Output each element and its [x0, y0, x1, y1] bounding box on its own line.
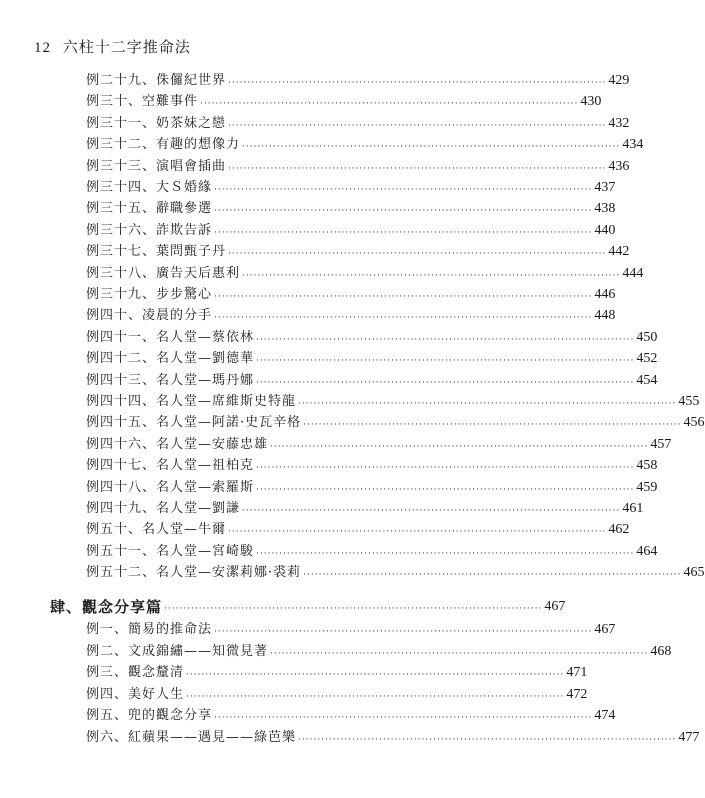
entry-title: 例五十、名人堂—牛爾 [86, 522, 227, 538]
entry-page-number: 446 [594, 287, 616, 302]
toc-entry [86, 500, 644, 518]
entry-title: 例四十一、名人堂—蔡依林 [86, 329, 255, 345]
toc-entry [86, 179, 616, 197]
dot-leader: ·································································································· [228, 527, 607, 538]
entry-page-number: 477 [678, 730, 700, 745]
dot-leader: ·································································································· [214, 185, 593, 195]
entry-page-number: 458 [636, 458, 658, 474]
toc-entry [86, 243, 630, 261]
entry-title: 例三十八、廣告天后惠利 [86, 265, 241, 281]
entry-title: 例三十九、步步驚心 [86, 287, 213, 302]
entry-title: 例四十二、名人堂—劉德華 [86, 351, 255, 367]
toc-entry [86, 136, 644, 154]
toc-entry [86, 329, 658, 347]
dot-leader: ·································································································· [256, 463, 635, 474]
toc-entry [86, 307, 616, 325]
page-number: 12 [34, 40, 51, 56]
toc-entry [86, 564, 705, 582]
entry-title: 例一、簡易的推命法 [86, 622, 213, 637]
dot-leader: ·································································································· [256, 548, 635, 559]
dot-leader: ·································································································· [228, 78, 607, 88]
toc-entry [86, 393, 700, 411]
entry-page-number: 432 [608, 115, 630, 131]
entry-title: 例四十七、名人堂—祖柏克 [86, 458, 255, 474]
toc-entry [86, 543, 658, 561]
entry-title: 例四十八、名人堂—索羅斯 [86, 479, 255, 495]
dot-leader: ·································································································· [270, 648, 649, 659]
entry-title: 例三十、空難事件 [86, 94, 199, 110]
toc-entry [86, 350, 658, 368]
dot-leader: ·································································································· [214, 713, 593, 724]
toc-entry [86, 521, 630, 539]
entry-page-number: 448 [594, 308, 616, 324]
entry-title: 例四十三、名人堂—瑪丹娜 [86, 372, 255, 388]
dot-leader: ·································································································· [298, 399, 677, 409]
entry-title: 例二十九、侏儸紀世界 [86, 73, 227, 88]
toc-entry [86, 372, 658, 390]
dot-leader: ·································································································· [242, 506, 621, 516]
entry-title: 例五十二、名人堂—安潔莉娜·裘莉 [86, 565, 302, 581]
toc-entry [86, 222, 616, 240]
dot-leader: ·································································································· [242, 142, 621, 153]
entry-title: 例六、紅蘋果——遇見——綠芭樂 [86, 730, 297, 745]
entry-title: 例五十一、名人堂—宮崎駿 [86, 543, 255, 559]
entry-page-number: 459 [636, 479, 658, 495]
toc-entry [86, 457, 658, 475]
book-title: 六柱十二字推命法 [62, 38, 191, 56]
dot-leader: ·································································································· [200, 99, 579, 110]
toc-entry [86, 643, 672, 661]
entry-page-number: 462 [608, 522, 630, 538]
entry-title: 例三十七、葉問甄子丹 [86, 244, 227, 260]
entry-title: 例三十二、有趣的想像力 [86, 137, 241, 153]
toc-entry [86, 414, 705, 432]
entry-page-number: 464 [636, 543, 658, 559]
entry-title: 例四十九、名人堂—劉謙 [86, 501, 241, 516]
toc-entry [86, 621, 616, 639]
dot-leader: ·································································································· [164, 604, 543, 614]
entry-title: 例二、文成錦繡——知微見著 [86, 643, 269, 659]
toc-entry [86, 664, 588, 682]
entry-title: 例三十一、奶茶妹之戀 [86, 115, 227, 131]
entry-page-number: 437 [594, 180, 616, 195]
dot-leader: ·································································································· [270, 441, 649, 452]
toc-entry [86, 93, 602, 111]
entry-page-number: 442 [608, 244, 630, 260]
running-header [34, 36, 191, 57]
entry-page-number: 468 [650, 643, 672, 659]
toc-entry [86, 686, 588, 704]
dot-leader: ·································································································· [214, 292, 593, 302]
entry-title: 例五、兜的觀念分享 [86, 708, 213, 724]
dot-leader: ·································································································· [303, 570, 682, 581]
entry-page-number: 452 [636, 351, 658, 367]
dot-leader: ·································································································· [214, 227, 593, 238]
entry-title: 例三十三、演唱會插曲 [86, 158, 227, 174]
entry-title: 例三、觀念釐清 [86, 665, 185, 681]
toc-entry [86, 729, 700, 747]
entry-page-number: 467 [544, 599, 566, 614]
toc-entry [86, 436, 672, 454]
entry-title: 例三十四、大Ｓ婚緣 [86, 180, 213, 195]
dot-leader: ·································································································· [298, 735, 677, 745]
toc-entry [86, 72, 630, 90]
entry-page-number: 455 [678, 394, 700, 409]
toc-entry [86, 115, 630, 133]
dot-leader: ·································································································· [256, 356, 635, 367]
entry-page-number: 465 [683, 565, 705, 581]
entry-page-number: 471 [566, 665, 588, 681]
entry-title: 例三十五、辭職參選 [86, 201, 213, 217]
entry-page-number: 454 [636, 372, 658, 388]
dot-leader: ·································································································· [214, 313, 593, 324]
entry-title: 例四十、凌晨的分手 [86, 308, 213, 324]
entry-page-number: 430 [580, 94, 602, 110]
entry-page-number: 456 [683, 415, 705, 431]
dot-leader: ·································································································· [256, 377, 635, 388]
entry-title: 肆、觀念分享篇 [50, 598, 163, 616]
dot-leader: ·································································································· [228, 120, 607, 131]
dot-leader: ·································································································· [228, 163, 607, 174]
section-heading [50, 598, 566, 616]
toc-entry [86, 158, 630, 176]
entry-page-number: 429 [608, 73, 630, 88]
entry-page-number: 461 [622, 501, 644, 516]
entry-page-number: 450 [636, 329, 658, 345]
dot-leader: ·································································································· [228, 249, 607, 260]
entry-title: 例四十四、名人堂—席維斯史特龍 [86, 394, 297, 409]
toc-entry [86, 265, 644, 283]
entry-page-number: 467 [594, 622, 616, 637]
entry-page-number: 436 [608, 158, 630, 174]
entry-page-number: 440 [594, 222, 616, 238]
entry-page-number: 457 [650, 436, 672, 452]
toc-entry [86, 479, 658, 497]
toc-entry [86, 707, 616, 725]
entry-title: 例四十五、名人堂—阿諾·史瓦辛格 [86, 415, 302, 431]
dot-leader: ·································································································· [186, 670, 565, 681]
entry-page-number: 434 [622, 137, 644, 153]
dot-leader: ·································································································· [214, 206, 593, 217]
entry-page-number: 438 [594, 201, 616, 217]
toc-entry [86, 286, 616, 304]
entry-page-number: 474 [594, 708, 616, 724]
dot-leader: ·································································································· [214, 627, 593, 637]
toc-entry [86, 200, 616, 218]
dot-leader: ·································································································· [256, 334, 635, 345]
entry-title: 例四十六、名人堂—安藤忠雄 [86, 436, 269, 452]
dot-leader: ·································································································· [303, 420, 682, 431]
entry-title: 例四、美好人生 [86, 686, 185, 702]
dot-leader: ·································································································· [256, 484, 635, 495]
entry-page-number: 444 [622, 265, 644, 281]
dot-leader: ·································································································· [186, 691, 565, 702]
entry-page-number: 472 [566, 686, 588, 702]
dot-leader: ·································································································· [242, 270, 621, 281]
entry-title: 例三十六、詐欺告訴 [86, 222, 213, 238]
